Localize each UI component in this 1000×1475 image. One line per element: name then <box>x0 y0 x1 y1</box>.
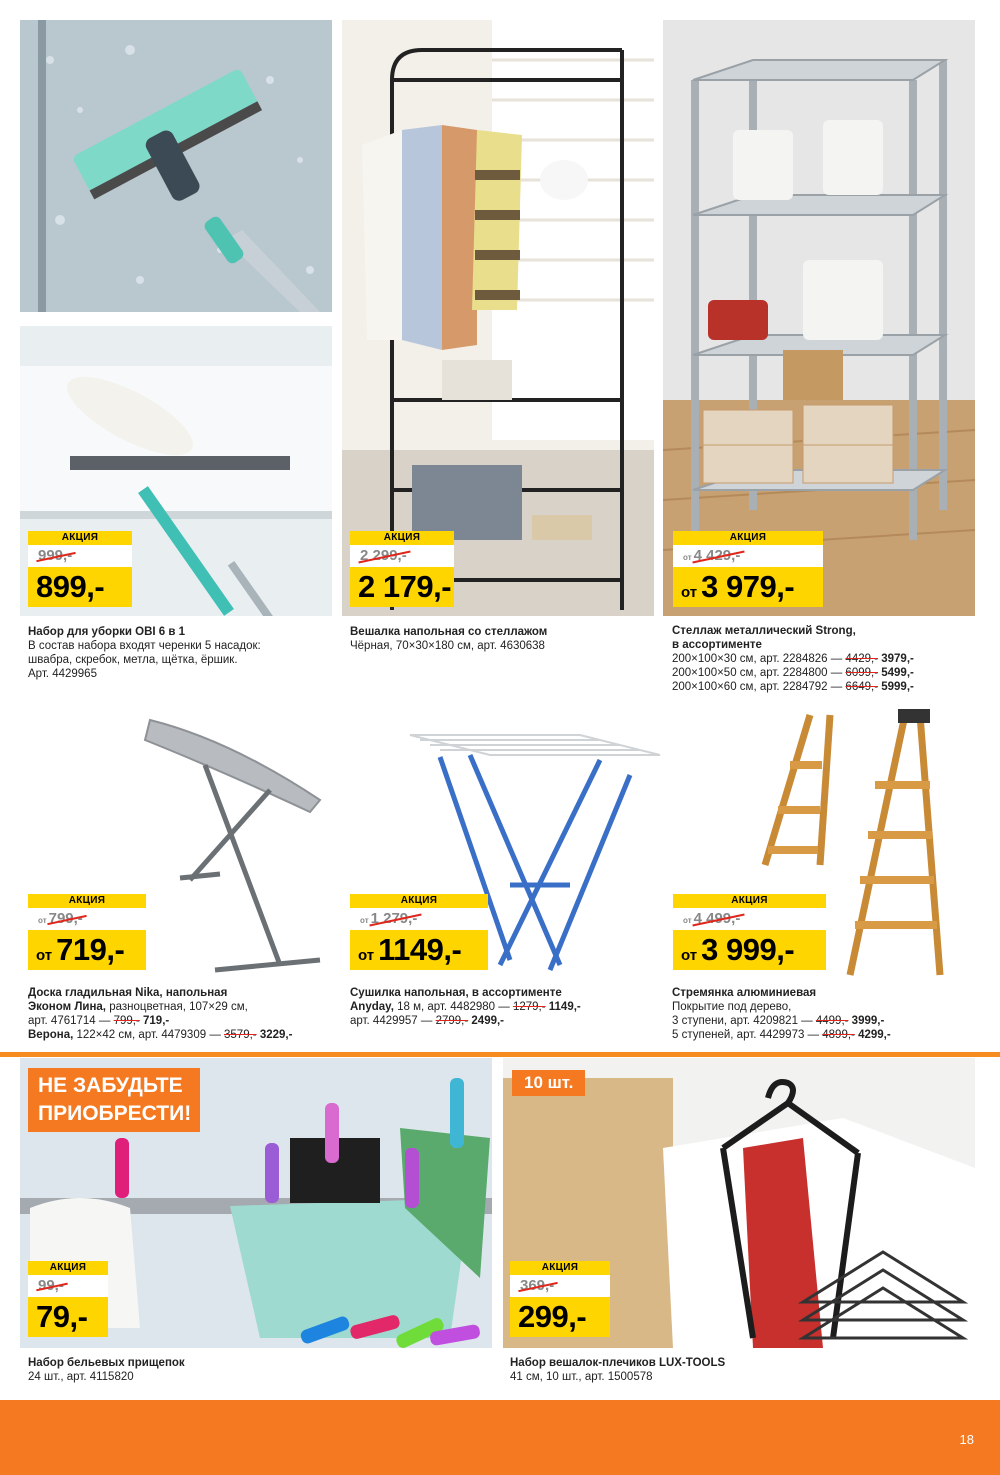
new-price: 2 179,- <box>350 567 454 607</box>
promo-tag: АКЦИЯ <box>510 1261 610 1275</box>
hanger-rack-photo <box>342 20 654 616</box>
reminder-banner: НЕ ЗАБУДЬТЕ ПРИОБРЕСТИ! <box>28 1068 200 1132</box>
product-title: Набор вешалок-плечиков LUX-TOOLS <box>510 1357 726 1369</box>
ironing-board-photo <box>120 710 335 980</box>
new-price: от 1149,- <box>350 930 488 970</box>
product-description: Вешалка напольная со стеллажом Чёрная, 70×30×180 см, арт. 4630638 <box>350 626 548 652</box>
old-price: 2 299,- <box>360 547 407 564</box>
promo-tag: АКЦИЯ <box>350 531 454 545</box>
new-price: от 3 999,- <box>673 930 826 970</box>
old-price: 1 279,- <box>370 910 418 927</box>
old-price: 799,- <box>48 910 83 927</box>
product-title: Набор бельевых прищепок <box>28 1357 185 1369</box>
window-squeegee-photo <box>20 20 332 312</box>
promo-tag: АКЦИЯ <box>350 894 488 908</box>
product-title: Доска гладильная Nika, напольная <box>28 987 228 999</box>
price-badge <box>28 1261 108 1337</box>
old-price: 4 429,- <box>693 547 741 564</box>
product-description: Набор вешалок-плечиков LUX-TOOLS 41 см, 10 шт., арт. 1500578 <box>510 1357 726 1383</box>
product-title: Набор для уборки OBI 6 в 1 <box>28 626 186 638</box>
price-badge <box>28 531 132 607</box>
price-badge: АКЦИЯ от 1 279,- от 1149,- <box>350 894 488 970</box>
promo-tag: АКЦИЯ <box>28 894 146 908</box>
quantity-tag: 10 шт. <box>512 1070 585 1096</box>
product-description: Доска гладильная Nika, напольная Эконом Лина, разноцветная, 107×29 см, арт. 4761714 — 799,- 719,- Верона, 122×42 см, арт. 4479309 — 3579,- 3229,- <box>28 987 293 1041</box>
product-description: Сушилка напольная, в ассортименте Anyday, 18 м, арт. 4482980 — 1279,- 1149,- арт. 4429957 — 2799,- 2499,- <box>350 987 581 1027</box>
page-number: 18 <box>959 1432 974 1447</box>
old-price: 369,- <box>520 1277 555 1294</box>
new-price: 899,- <box>28 567 132 607</box>
price-badge: АКЦИЯ от 799,- от 719,- <box>28 894 146 970</box>
section-divider <box>0 1052 1000 1057</box>
promo-tag: АКЦИЯ <box>673 894 826 908</box>
product-description: Набор бельевых прищепок 24 шт., арт. 4115820 <box>28 1357 185 1383</box>
footer-bar <box>0 1400 1000 1475</box>
metal-shelf-photo <box>663 20 975 616</box>
product-description: Набор для уборки OBI 6 в 1 В состав набора входят черенки 5 насадок: швабра, скребок, метла, щётка, ёршик. Арт. 4429965 <box>28 626 261 680</box>
old-price: 4 499,- <box>693 910 741 927</box>
promo-tag: АКЦИЯ <box>28 1261 108 1275</box>
product-title: Вешалка напольная со стеллажом <box>350 626 548 638</box>
product-title: Стремянка алюминиевая <box>672 987 817 999</box>
price-badge <box>510 1261 610 1337</box>
price-badge <box>350 531 454 607</box>
product-description: Стремянка алюминиевая Покрытие под дерево, 3 ступени, арт. 4209821 — 4499,- 3999,- 5 ступеней, арт. 4429973 — 4899,- 4299,- <box>672 987 891 1041</box>
product-description: Стеллаж металлический Strong, в ассортименте 200×100×30 см, арт. 2284826 — 4429,- 3979,- 200×100×50 см, арт. 2284800 — 6099,- 5499,- 200×100×60 см, арт. 2284792 — 6649,- 5999,- <box>672 625 914 693</box>
new-price: 79,- <box>28 1297 108 1337</box>
price-badge: АКЦИЯ от 4 429,- от 3 979,- <box>673 531 823 607</box>
new-price: 299,- <box>510 1297 610 1337</box>
new-price: от 719,- <box>28 930 146 970</box>
old-price: 999,- <box>38 547 73 564</box>
new-price: от 3 979,- <box>673 567 823 607</box>
product-title: Сушилка напольная, в ассортименте <box>350 987 562 999</box>
old-price: 99,- <box>38 1277 64 1294</box>
price-badge: АКЦИЯ от 4 499,- от 3 999,- <box>673 894 826 970</box>
promo-tag: АКЦИЯ <box>28 531 132 545</box>
promo-tag: АКЦИЯ <box>673 531 823 545</box>
product-title: Стеллаж металлический Strong, <box>672 625 856 637</box>
